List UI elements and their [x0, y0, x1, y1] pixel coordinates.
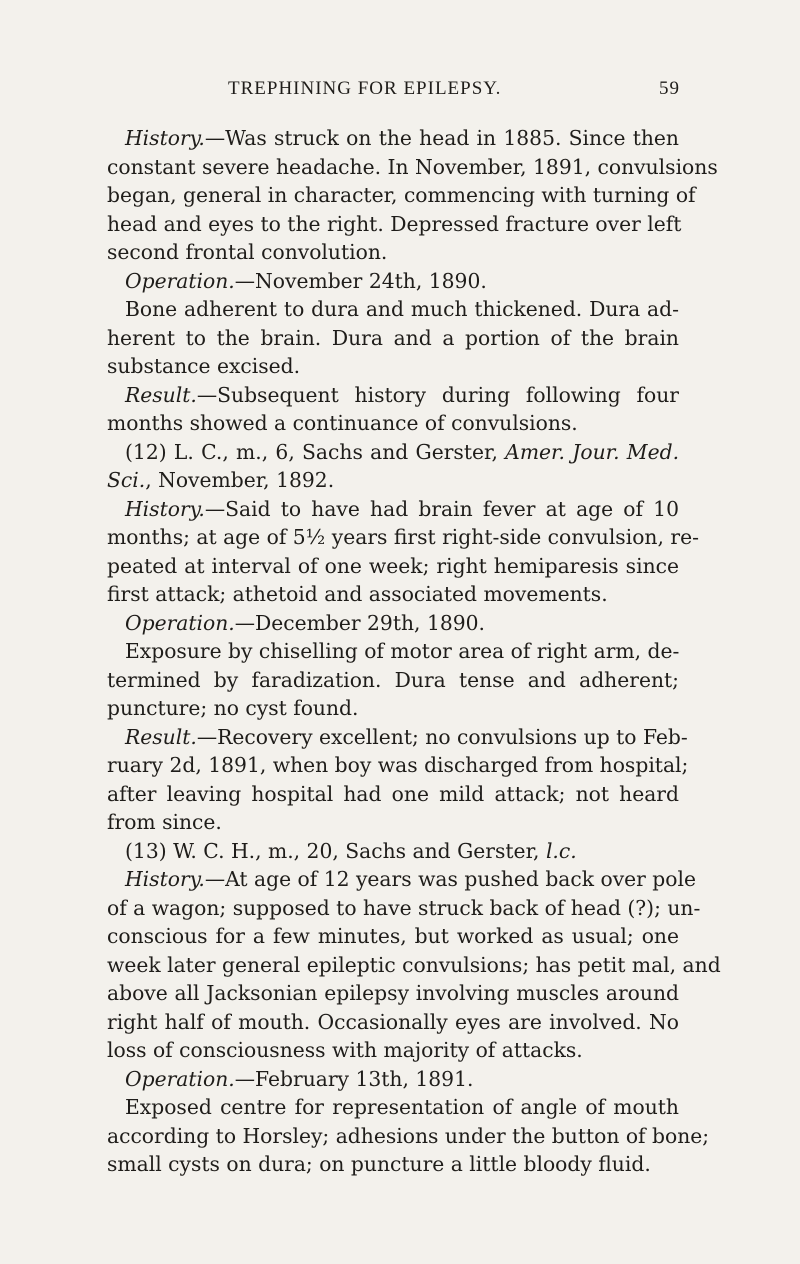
text-line	[107, 523, 699, 552]
text-line	[107, 837, 679, 866]
text-run: Exposure by chiselling of motor area of right arm, de-	[125, 639, 680, 663]
italic-run: Sci.	[107, 468, 146, 492]
text-line	[107, 324, 679, 353]
text-run: , November, 1892.	[145, 468, 335, 492]
text-run: loss of consciousness with majority of attacks.	[107, 1038, 583, 1062]
text-line	[107, 1150, 679, 1179]
text-line	[107, 666, 679, 695]
text-run: above all Jacksonian epilepsy involving muscles around	[107, 981, 679, 1005]
text-run: second frontal convolution.	[107, 240, 388, 264]
text-line	[107, 694, 679, 723]
italic-run: Operation.	[125, 268, 235, 293]
text-run: Bone adherent to dura and much thickened. Dura ad-	[125, 297, 679, 321]
text-line	[107, 124, 679, 153]
text-line	[107, 1008, 679, 1037]
text-line	[107, 238, 679, 267]
text-run: ruary 2d, 1891, when boy was discharged from hospital;	[107, 753, 689, 777]
text-line	[107, 1065, 679, 1094]
italic-run: Result.	[125, 724, 197, 749]
italic-run: l.c.	[545, 838, 577, 863]
text-run: first attack; athetoid and associated movements.	[107, 582, 608, 606]
text-run: of a wagon; supposed to have struck back of head (?); un-	[107, 895, 701, 920]
text-run: puncture; no cyst found.	[107, 696, 359, 720]
text-line	[107, 609, 679, 638]
running-head	[108, 78, 680, 104]
text-line	[107, 979, 679, 1008]
text-run: —At age of 12 years was pushed back over pole	[204, 867, 696, 891]
text-line	[107, 1093, 679, 1122]
text-run: began, general in character, commencing with turning of	[107, 183, 696, 207]
text-run: —Subsequent history during following four	[196, 382, 679, 407]
text-run: Exposed centre for representation of angle of mouth	[125, 1095, 679, 1119]
text-line	[107, 352, 679, 381]
text-run: (13) W. C. H., m., 20, Sachs and Gerster,	[125, 838, 546, 863]
text-line	[107, 637, 679, 666]
text-run: substance excised.	[107, 354, 301, 378]
text-line	[107, 153, 718, 182]
text-run: —November 24th, 1890.	[234, 268, 487, 293]
text-line	[107, 951, 721, 980]
text-line	[107, 723, 688, 752]
text-run: week later general epileptic convulsions; has petit mal, and	[107, 952, 721, 977]
text-line	[107, 865, 696, 894]
text-run: termined by faradization. Dura tense and adherent;	[107, 667, 679, 692]
text-run: right half of mouth. Occasionally eyes are involved. No	[107, 1009, 679, 1034]
text-run: —December 29th, 1890.	[234, 610, 486, 635]
text-line	[107, 409, 679, 438]
text-run: —February 13th, 1891.	[234, 1066, 474, 1091]
text-run: (12) L. C., m., 6, Sachs and Gerster,	[125, 439, 506, 464]
text-line	[107, 751, 689, 780]
text-run: months showed a continuance of convulsions.	[107, 411, 578, 435]
text-line	[107, 381, 679, 410]
text-line	[107, 780, 679, 809]
italic-run: Result.	[125, 382, 197, 407]
text-run: herent to the brain. Dura and a portion of the brain	[107, 325, 679, 350]
text-run: —Was struck on the head in 1885. Since then	[204, 126, 679, 150]
text-run: —Recovery excellent; no convulsions up to Feb-	[196, 724, 688, 749]
italic-run: Amer. Jour. Med.	[505, 439, 680, 464]
text-run: constant severe headache. In November, 1891, convulsions	[107, 154, 718, 179]
text-run: peated at interval of one week; right hemiparesis since	[107, 553, 679, 578]
italic-run: Operation.	[125, 610, 235, 635]
text-line	[107, 1036, 679, 1065]
text-run: months; at age of 5½ years first right-side convulsion, re-	[107, 525, 699, 549]
text-line	[107, 495, 679, 524]
text-run: from since.	[107, 810, 222, 834]
text-line	[107, 922, 679, 951]
text-run: small cysts on dura; on puncture a little bloody fluid.	[107, 1152, 651, 1176]
text-line	[107, 295, 679, 324]
text-line	[107, 267, 679, 296]
text-line	[107, 808, 679, 837]
italic-run: History.	[125, 867, 205, 891]
text-run: —Said to have had brain fever at age of 10	[204, 496, 679, 521]
text-line	[107, 552, 679, 581]
text-line	[107, 1122, 710, 1151]
text-line	[107, 580, 679, 609]
text-run: according to Horsley; adhesions under the button of bone;	[107, 1123, 710, 1148]
running-title: TREPHINING FOR EPILEPSY.	[228, 78, 502, 99]
italic-run: Operation.	[125, 1066, 235, 1091]
text-line	[107, 466, 679, 495]
text-run: after leaving hospital had one mild attack; not heard	[107, 781, 679, 806]
text-line	[107, 210, 682, 239]
text-line	[107, 438, 679, 467]
text-run: head and eyes to the right. Depressed fracture over left	[107, 211, 682, 236]
text-run: conscious for a few minutes, but worked as usual; one	[107, 924, 679, 948]
text-line	[107, 181, 696, 210]
body-text	[107, 124, 721, 1179]
text-line	[107, 894, 701, 923]
italic-run: History.	[125, 126, 205, 150]
page-number: 59	[659, 78, 680, 99]
italic-run: History.	[125, 496, 205, 521]
